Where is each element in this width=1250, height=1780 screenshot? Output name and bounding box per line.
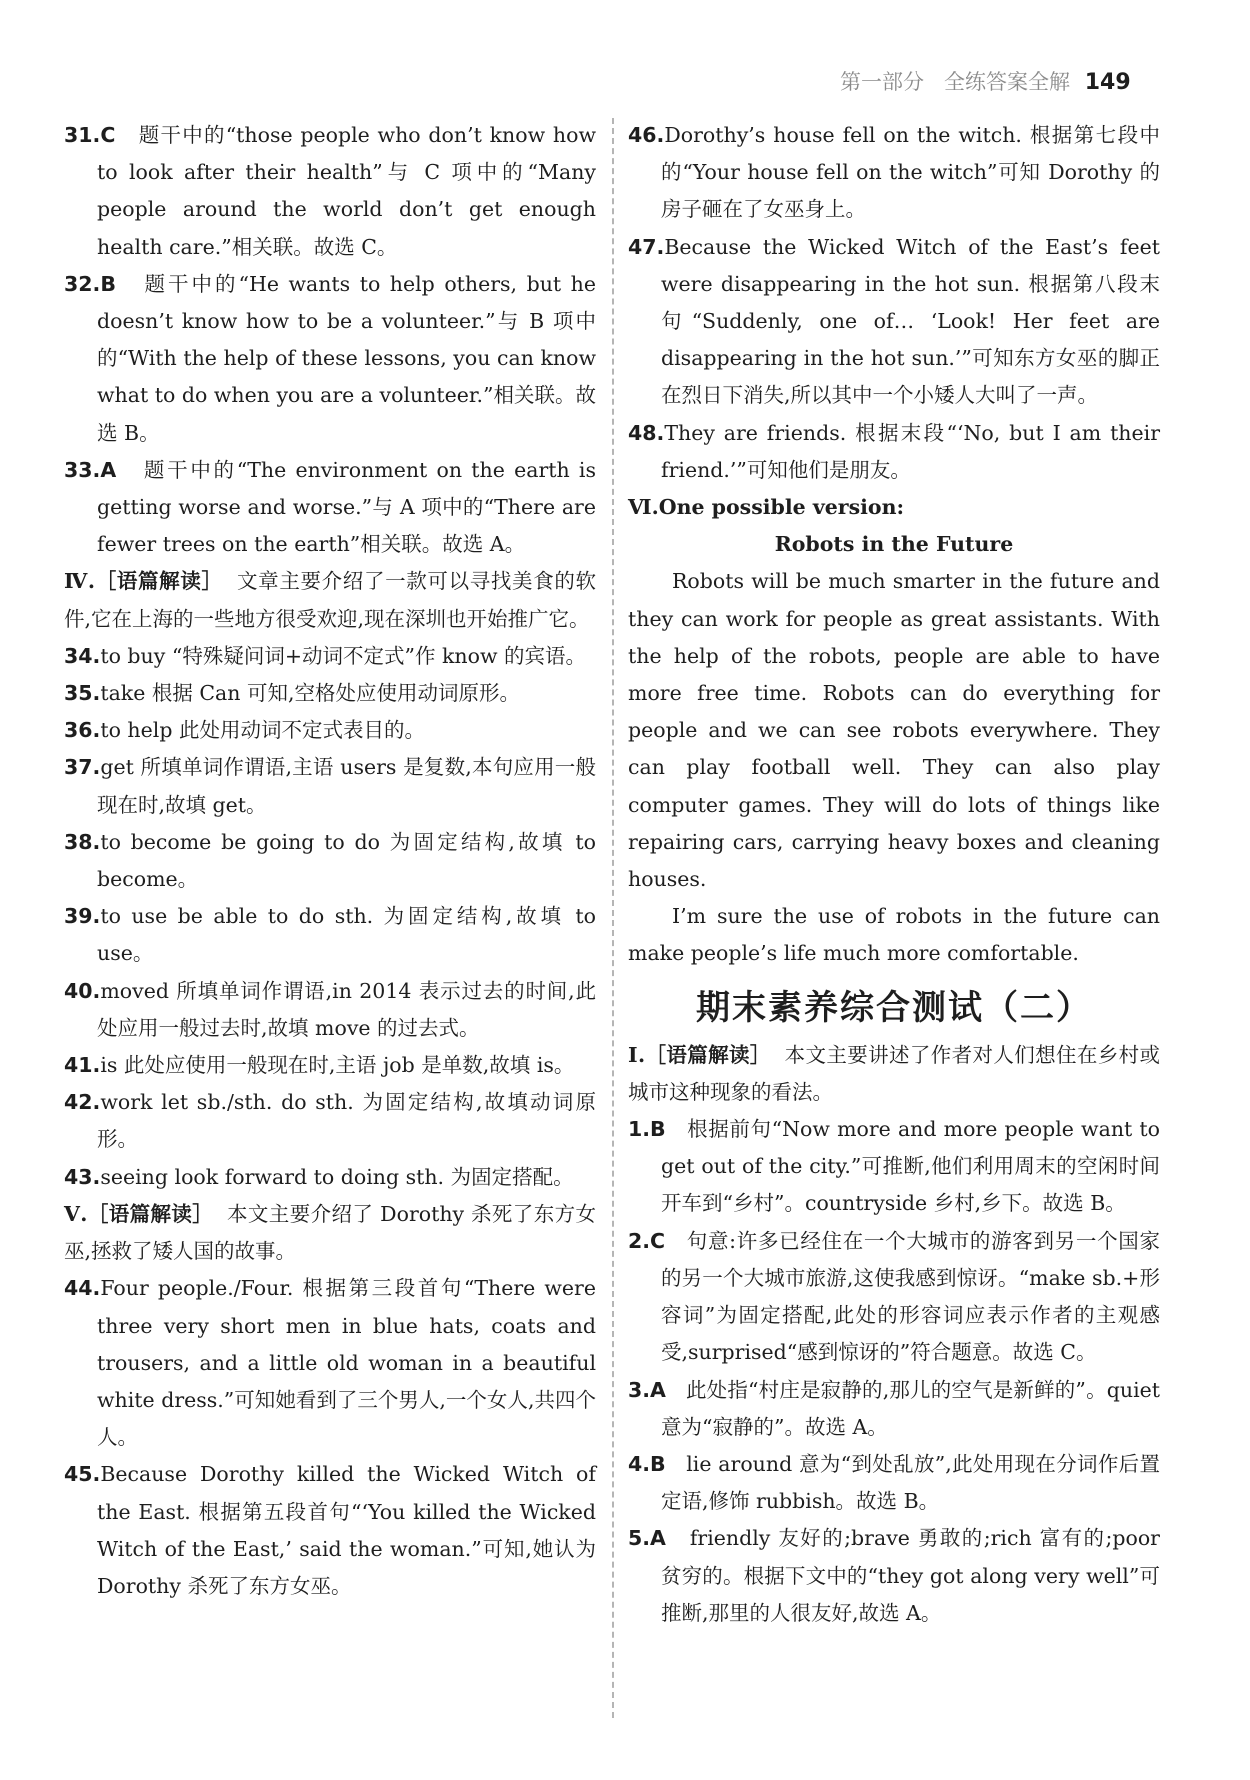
page-number: 149 <box>1084 70 1131 95</box>
answer-item <box>64 749 596 823</box>
answer-item <box>628 1111 1160 1223</box>
answer-item <box>64 117 596 266</box>
answer-text: Because the Wicked Witch of the East’s feet were disappearing in the hot sun. 根据第八段末句“Suddenly, one of… ‘Look! Her feet are disappearing in the hot sun.’”可知东方女巫的脚正在烈日下消失,所以其中一个小矮人大叫了一声。 <box>661 234 1160 408</box>
answer-text: work let sb./sth. do sth. 为固定结构,故填动词原形。 <box>97 1090 596 1152</box>
answer-label: 31.C <box>64 123 116 147</box>
answer-text: 句意:许多已经住在一个大城市的游客到另一个国家的另一个大城市旅游,这使我感到惊讶。“make sb.+形容词”为固定搭配,此处的形容词应表示作者的主观感受,surprised“感到惊讶的”符合题意。故选 C。 <box>661 1228 1160 1365</box>
essay-title: Robots in the Future <box>774 532 1014 557</box>
answer-text: is 此处应使用一般现在时,主语 job 是单数,故填 is。 <box>100 1053 575 1078</box>
section-label: Ⅴ.［语篇解读］ <box>64 1201 214 1226</box>
answer-item <box>64 1270 596 1456</box>
section-label: Ⅳ.［语篇解读］ <box>64 569 223 594</box>
answer-text: friendly 友好的;brave 勇敢的;rich 富有的;poor 贫穷的。根据下文中的“they got along very well”可推断,那里的人很友好,故选 A。 <box>661 1526 1160 1625</box>
header-section: 第一部分 <box>840 70 924 94</box>
essay-paragraph: Robots will be much smarter in the future and they can work for people as great assistants. With the help of the robots, people are able to have more free time. Robots can do everything for people and we can see robots everywhere. They can play football well. They can also play computer games. They will do lots of things like repairing cars, carrying heavy boxes and cleaning houses. <box>628 569 1160 892</box>
section-intro <box>628 1037 1160 1111</box>
answer-item <box>628 1446 1160 1520</box>
answer-item <box>64 1159 596 1196</box>
right-column <box>628 117 1160 1632</box>
answer-item <box>64 898 596 972</box>
answer-label: 1.B <box>628 1117 666 1142</box>
section-text: 本文主要讲述了作者对人们想住在乡村或城市这种现象的看法。 <box>628 1042 1160 1104</box>
answer-label: 44. <box>64 1276 101 1301</box>
answer-label: 35. <box>64 681 101 706</box>
answer-label: 5.A <box>628 1526 666 1551</box>
answer-item <box>64 973 596 1047</box>
test-title: 期末素养综合测试（二） <box>696 987 1092 1028</box>
section-text: 文章主要介绍了一款可以寻找美食的软件,它在上海的一些地方很受欢迎,现在深圳也开始推广它。 <box>64 569 597 631</box>
column-divider <box>612 118 614 1718</box>
section-intro <box>64 563 596 637</box>
answer-label: 46. <box>628 123 665 147</box>
answer-item <box>64 1084 596 1158</box>
answer-label: 36. <box>64 718 101 743</box>
answer-text: moved 所填单词作谓语,in 2014 表示过去的时间,此处应用一般过去时,故填 move 的过去式。 <box>97 978 596 1040</box>
answer-text: seeing look forward to doing sth. 为固定搭配。 <box>100 1164 574 1189</box>
answer-label: 3.A <box>628 1377 666 1402</box>
answer-text: to become be going to do 为固定结构,故填 to become。 <box>97 829 596 892</box>
answer-item <box>628 415 1160 489</box>
answer-text: 题干中的“those people who don’t know how to look after their health”与 C 项中的“Many people around the world don’t get enough health care.”相关联。故选 C。 <box>97 123 596 259</box>
section-intro <box>64 1196 596 1270</box>
answer-item <box>64 824 596 898</box>
answer-text: get 所填单词作谓语,主语 users 是复数,本句应用一般现在时,故填 get。 <box>97 755 596 817</box>
section-text: 本文主要介绍了 Dorothy 杀死了东方女巫,拯救了矮人国的故事。 <box>64 1201 596 1264</box>
answer-item <box>628 1372 1160 1446</box>
answer-item <box>628 1223 1160 1372</box>
answer-item <box>628 1520 1160 1632</box>
answer-text: lie around 意为“到处乱放”,此处用现在分词作后置定语,修饰 rubbish。故选 B。 <box>661 1451 1160 1514</box>
answer-label: 40. <box>64 978 101 1003</box>
answer-label: 43. <box>64 1164 101 1189</box>
answer-text: to buy “特殊疑问词+动词不定式”作 know 的宾语。 <box>100 643 587 668</box>
essay-heading: Ⅵ.One possible version: <box>628 495 905 520</box>
answer-text: to use be able to do sth. 为固定结构,故填 to use。 <box>97 904 596 966</box>
answer-text: Four people./Four. 根据第三段首句“There were three very short men in blue hats, coats and trousers, and a little old woman in a beautiful white dress.”可知她看到了三个男人,一个女人,共四个人。 <box>97 1276 596 1450</box>
answer-text: 题干中的“He wants to help others, but he doesn’t know how to be a volunteer.”与 B 项中的“With the help of these lessons, you can know what to do when you are a volunteer.”相关联。故选 B。 <box>97 271 596 445</box>
section-label: Ⅰ.［语篇解读］ <box>628 1042 771 1067</box>
answer-item <box>64 1047 596 1084</box>
answer-label: 45. <box>64 1462 101 1487</box>
answer-label: 42. <box>64 1090 101 1115</box>
answer-label: 4.B <box>628 1451 666 1476</box>
answer-text: take 根据 Can 可知,空格处应使用动词原形。 <box>100 681 521 706</box>
answer-text: They are friends. 根据末段“‘No, but I am their friend.’”可知他们是朋友。 <box>661 420 1160 482</box>
answer-label: 34. <box>64 643 101 668</box>
left-column <box>64 117 596 1605</box>
answer-text: Dorothy’s house fell on the witch. 根据第七段中的“Your house fell on the witch”可知 Dorothy 的房子砸在了女巫身上。 <box>661 123 1160 222</box>
answer-item <box>64 266 596 452</box>
answer-label: 2.C <box>628 1228 666 1253</box>
answer-text: 此处指“村庄是寂静的,那儿的空气是新鲜的”。quiet 意为“寂静的”。故选 A。 <box>661 1377 1160 1439</box>
header-title: 全练答案全解 <box>944 70 1071 94</box>
answer-label: 47. <box>628 234 665 259</box>
answer-text: Because Dorothy killed the Wicked Witch of the East. 根据第五段首句“‘You killed the Wicked Witch of the East,’ said the woman.”可知,她认为 Dorothy 杀死了东方女巫。 <box>97 1462 596 1598</box>
page-header <box>840 66 1170 96</box>
answer-label: 38. <box>64 829 101 854</box>
answer-item <box>64 675 596 712</box>
answer-item <box>628 229 1160 415</box>
answer-label: 41. <box>64 1053 101 1078</box>
answer-item <box>628 117 1160 229</box>
answer-item <box>64 452 596 564</box>
answer-label: 33.A <box>64 457 117 482</box>
answer-text: to help 此处用动词不定式表目的。 <box>100 718 425 743</box>
answer-label: 48. <box>628 420 665 445</box>
answer-item <box>64 712 596 749</box>
answer-item <box>64 638 596 675</box>
essay-paragraph: I’m sure the use of robots in the future can make people’s life much more comfortable. <box>628 904 1160 966</box>
answer-label: 39. <box>64 904 101 929</box>
answer-label: 37. <box>64 755 101 780</box>
answer-text: 根据前句“Now more and more people want to get out of the city.”可推断,他们利用周末的空闲时间开车到“乡村”。countryside 乡村,乡下。故选 B。 <box>661 1117 1160 1216</box>
answer-item <box>64 1456 596 1605</box>
answer-text: 题干中的“The environment on the earth is getting worse and worse.”与 A 项中的“There are fewer trees on the earth”相关联。故选 A。 <box>97 457 596 557</box>
answer-label: 32.B <box>64 271 116 296</box>
